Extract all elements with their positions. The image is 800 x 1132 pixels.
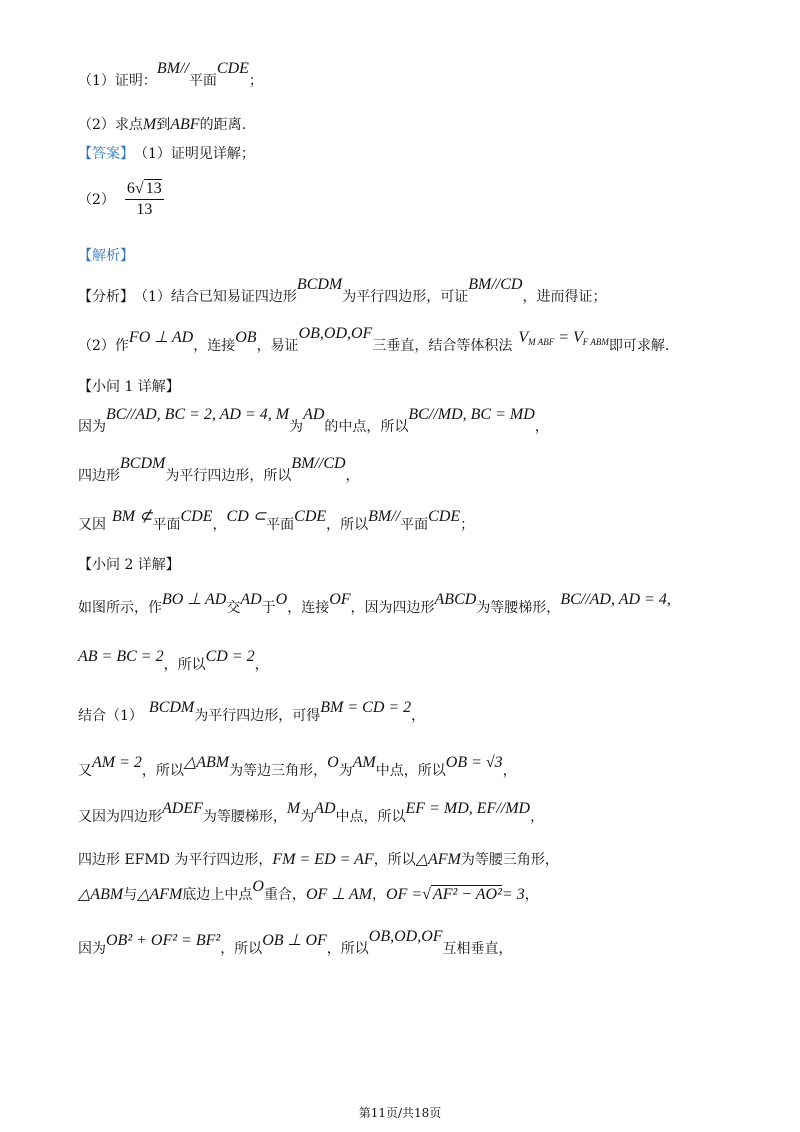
sub2-line-7: △ABM 与 △AFM 底边上中点 O 重合， OF ⊥ AM ， OF = √ AF² − AO² = 3 ，	[78, 878, 539, 903]
answer-2-line: （2） $\frac{6√ 13}{13}$	[78, 180, 162, 218]
analysis-tag: 【解析】	[78, 248, 134, 264]
answer-line: 【答案】 （1）证明见详解；	[78, 146, 255, 162]
sub2-line-6: 四边形 EFMD 为平行四边形， FM = ED = AF ，所以 △AFM 为等腰三角形，	[78, 851, 559, 868]
sub1-title: 【小问 1 详解】	[78, 379, 180, 395]
radical: AF² − AO²	[432, 886, 502, 903]
sub1-line-1: 因为 BC//AD, BC = 2, AD = 4, M 为 AD 的中点，所以 BC//MD, BC = MD ，	[78, 406, 549, 435]
question-1: （1）证明： BM// 平面 CDE ；	[78, 60, 263, 89]
analysis-tag-line	[78, 247, 134, 265]
sub2-line-2: AB = BC = 2 ，所以 CD = 2 ，	[78, 648, 269, 673]
sub2-line-1: 如图所示，作 BO ⊥ AD 交 AD 于 O ，连接 OF ，因为四边形 ABCD 为等腰梯形， BC//AD, AD = 4,	[78, 591, 671, 616]
fenxi-line-1: 【分析】 （1）结合已知易证四边形 BCDM 为平行四边形，可证 BM//CD ，进而得证；	[78, 276, 607, 305]
sub1-line-3: 又因 BM ⊄ 平面 CDE ， CD ⊂ 平面 CDE ，所以 BM// 平面 CDE ；	[78, 508, 475, 533]
sub2-line-4: 又 AM = 2 ，所以 △ABM 为等边三角形， O 为 AM 中点，所以 OB = √3 ，	[78, 754, 517, 779]
sub2-line-5: 又因为四边形 ADEF 为等腰梯形， M 为 AD 中点，所以 EF = MD, EF//MD ，	[78, 800, 545, 825]
page-footer: 第11页/共18页	[358, 1106, 442, 1120]
sub2-line-8: 因为 OB² + OF² = BF² ，所以 OB ⊥ OF ，所以 OB,OD,OF 互相垂直，	[78, 928, 513, 957]
sub2-line-3: 结合（1） BCDM 为平行四边形，可得 BM = CD = 2 ，	[78, 699, 426, 724]
fenxi-line-2: （2）作 FO ⊥ AD ，连接 OB ，易证 OB,OD,OF 三垂直，结合等体积法 VM ABF = VF ABM 即可求解.	[78, 325, 670, 354]
sub1-line-2: 四边形 BCDM 为平行四边形，所以 BM//CD ，	[78, 455, 360, 484]
answer-tag: 【答案】	[78, 146, 134, 162]
answer-fraction: $\frac{6√ 13}{13}$	[126, 180, 162, 218]
sub2-title: 【小问 2 详解】	[78, 557, 180, 573]
question-2: （2）求点 M 到 ABF 的距离.	[78, 116, 247, 133]
